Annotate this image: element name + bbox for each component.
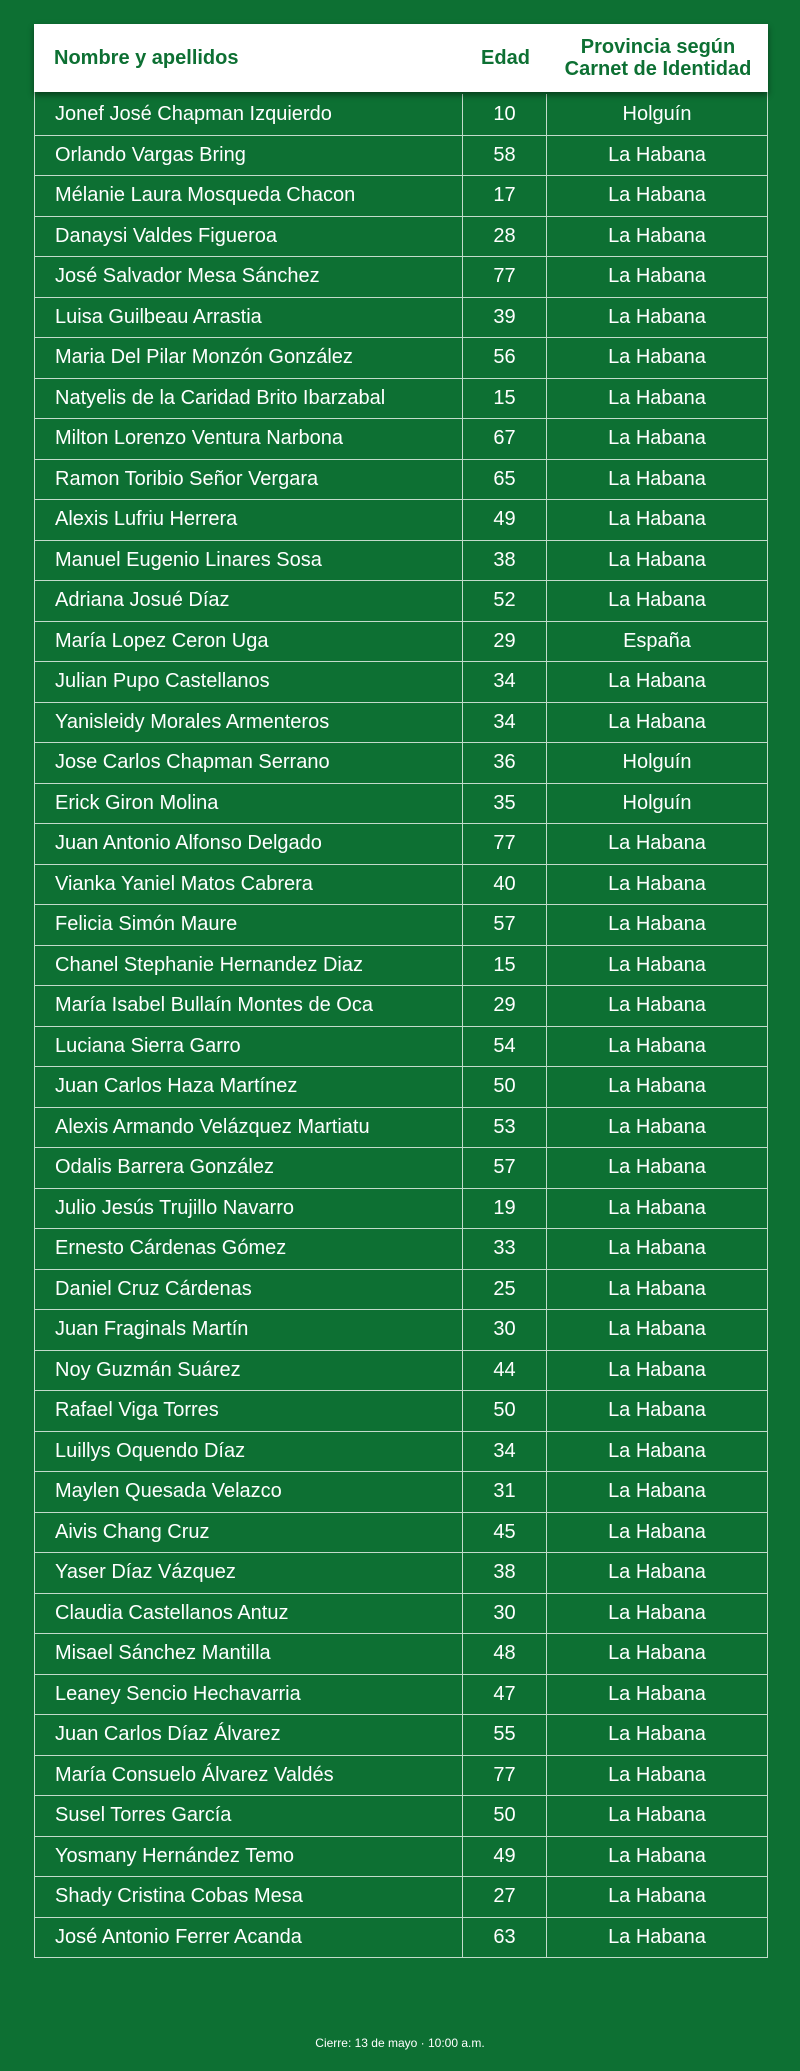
age-cell: 49 — [463, 500, 547, 540]
victims-table — [34, 24, 768, 1958]
age-cell: 57 — [463, 1148, 547, 1188]
name-cell: Ramon Toribio Señor Vergara — [35, 460, 463, 500]
age-cell: 29 — [463, 986, 547, 1026]
table-row — [35, 742, 767, 783]
age-cell: 35 — [463, 784, 547, 824]
province-cell: La Habana — [608, 224, 706, 247]
name-cell: Maylen Quesada Velazco — [35, 1472, 463, 1512]
table-row — [35, 1552, 767, 1593]
table-row — [35, 175, 767, 216]
province-cell: La Habana — [608, 1318, 706, 1341]
table-row — [35, 1633, 767, 1674]
table-row — [35, 1066, 767, 1107]
name-cell: Yosmany Hernández Temo — [35, 1837, 463, 1877]
table-body — [34, 92, 768, 1958]
age-cell: 49 — [463, 1837, 547, 1877]
name-cell: Juan Antonio Alfonso Delgado — [35, 824, 463, 864]
age-cell: 40 — [463, 865, 547, 905]
table-row — [35, 945, 767, 986]
age-cell: 50 — [463, 1391, 547, 1431]
name-cell: Shady Cristina Cobas Mesa — [35, 1877, 463, 1917]
table-row — [35, 1795, 767, 1836]
age-cell: 27 — [463, 1877, 547, 1917]
name-cell: Juan Carlos Haza Martínez — [35, 1067, 463, 1107]
age-cell: 67 — [463, 419, 547, 459]
header-age-label: Edad — [481, 46, 530, 69]
province-cell: La Habana — [608, 467, 706, 490]
age-cell: 34 — [463, 703, 547, 743]
table-row — [35, 1593, 767, 1634]
province-cell: La Habana — [608, 710, 706, 733]
table-row — [35, 459, 767, 500]
province-cell: La Habana — [608, 1844, 706, 1867]
province-cell: La Habana — [608, 346, 706, 369]
table-row — [35, 1674, 767, 1715]
age-cell: 19 — [463, 1189, 547, 1229]
age-cell: 39 — [463, 298, 547, 338]
table-row — [35, 702, 767, 743]
province-cell: La Habana — [608, 994, 706, 1017]
name-cell: Odalis Barrera González — [35, 1148, 463, 1188]
province-cell: La Habana — [608, 1358, 706, 1381]
name-cell: Yaser Díaz Vázquez — [35, 1553, 463, 1593]
age-cell: 50 — [463, 1796, 547, 1836]
province-cell: La Habana — [608, 1763, 706, 1786]
table-row — [35, 135, 767, 176]
province-cell: La Habana — [608, 1075, 706, 1098]
province-cell: La Habana — [608, 1237, 706, 1260]
table-row — [35, 823, 767, 864]
name-cell: Manuel Eugenio Linares Sosa — [35, 541, 463, 581]
table-row — [35, 297, 767, 338]
name-cell: Daniel Cruz Cárdenas — [35, 1270, 463, 1310]
age-cell: 57 — [463, 905, 547, 945]
age-cell: 58 — [463, 136, 547, 176]
age-cell: 47 — [463, 1675, 547, 1715]
table-row — [35, 985, 767, 1026]
header-province-label — [565, 36, 752, 80]
province-cell: La Habana — [608, 305, 706, 328]
name-cell: Luillys Oquendo Díaz — [35, 1432, 463, 1472]
province-cell: España — [623, 629, 691, 652]
name-cell: Alexis Lufriu Herrera — [35, 500, 463, 540]
header-province-line1: Provincia según — [580, 36, 736, 58]
header-name-label: Nombre y apellidos — [54, 46, 239, 69]
table-row — [35, 337, 767, 378]
name-cell: Ernesto Cárdenas Gómez — [35, 1229, 463, 1269]
name-cell: Juan Carlos Díaz Álvarez — [35, 1715, 463, 1755]
age-cell: 33 — [463, 1229, 547, 1269]
age-cell: 45 — [463, 1513, 547, 1553]
name-cell: María Isabel Bullaín Montes de Oca — [35, 986, 463, 1026]
province-cell: La Habana — [608, 1682, 706, 1705]
name-cell: Luisa Guilbeau Arrastia — [35, 298, 463, 338]
province-cell: La Habana — [608, 548, 706, 571]
province-cell: La Habana — [608, 184, 706, 207]
name-cell: Aivis Chang Cruz — [35, 1513, 463, 1553]
name-cell: Erick Giron Molina — [35, 784, 463, 824]
age-cell: 38 — [463, 1553, 547, 1593]
table-row — [35, 904, 767, 945]
table-row — [35, 1876, 767, 1917]
closing-note: Cierre: 13 de mayo · 10:00 a.m. — [315, 2036, 485, 2050]
age-cell: 15 — [463, 946, 547, 986]
province-cell: La Habana — [608, 1115, 706, 1138]
name-cell: Noy Guzmán Suárez — [35, 1351, 463, 1391]
header-province-cell — [548, 24, 768, 92]
province-cell: La Habana — [608, 1520, 706, 1543]
age-cell: 30 — [463, 1310, 547, 1350]
province-cell: La Habana — [608, 589, 706, 612]
name-cell: Leaney Sencio Hechavarria — [35, 1675, 463, 1715]
province-cell: La Habana — [608, 1156, 706, 1179]
table-row — [35, 1917, 767, 1958]
name-cell: Vianka Yaniel Matos Cabrera — [35, 865, 463, 905]
age-cell: 50 — [463, 1067, 547, 1107]
table-row — [35, 1269, 767, 1310]
name-cell: Misael Sánchez Mantilla — [35, 1634, 463, 1674]
age-cell: 52 — [463, 581, 547, 621]
age-cell: 10 — [463, 94, 547, 135]
age-cell: 28 — [463, 217, 547, 257]
table-row — [35, 1147, 767, 1188]
province-cell: La Habana — [608, 143, 706, 166]
table-row — [35, 864, 767, 905]
name-cell: María Lopez Ceron Uga — [35, 622, 463, 662]
table-row — [35, 1390, 767, 1431]
province-cell: La Habana — [608, 913, 706, 936]
age-cell: 17 — [463, 176, 547, 216]
table-row — [35, 1026, 767, 1067]
name-cell: Yanisleidy Morales Armenteros — [35, 703, 463, 743]
name-cell: Danaysi Valdes Figueroa — [35, 217, 463, 257]
table-row — [35, 499, 767, 540]
province-cell: La Habana — [608, 1480, 706, 1503]
age-cell: 77 — [463, 257, 547, 297]
name-cell: Julio Jesús Trujillo Navarro — [35, 1189, 463, 1229]
age-cell: 34 — [463, 1432, 547, 1472]
table-row — [35, 621, 767, 662]
age-cell: 34 — [463, 662, 547, 702]
age-cell: 53 — [463, 1108, 547, 1148]
age-cell: 31 — [463, 1472, 547, 1512]
age-cell: 36 — [463, 743, 547, 783]
name-cell: Felicia Simón Maure — [35, 905, 463, 945]
table-row — [35, 1107, 767, 1148]
province-cell: La Habana — [608, 1804, 706, 1827]
age-cell: 44 — [463, 1351, 547, 1391]
province-cell: La Habana — [608, 1439, 706, 1462]
table-row — [35, 216, 767, 257]
province-cell: La Habana — [608, 832, 706, 855]
name-cell: José Antonio Ferrer Acanda — [35, 1918, 463, 1958]
table-row — [35, 256, 767, 297]
province-cell: Holguín — [622, 102, 692, 125]
age-cell: 63 — [463, 1918, 547, 1958]
province-cell: La Habana — [608, 265, 706, 288]
table-row — [35, 1471, 767, 1512]
table-row — [35, 580, 767, 621]
province-cell: La Habana — [608, 1723, 706, 1746]
table-row — [35, 783, 767, 824]
name-cell: Milton Lorenzo Ventura Narbona — [35, 419, 463, 459]
province-cell: La Habana — [608, 1277, 706, 1300]
name-cell: Claudia Castellanos Antuz — [35, 1594, 463, 1634]
table-row — [35, 1431, 767, 1472]
header-age-cell — [463, 24, 548, 92]
province-cell: La Habana — [608, 386, 706, 409]
name-cell: Julian Pupo Castellanos — [35, 662, 463, 702]
name-cell: Luciana Sierra Garro — [35, 1027, 463, 1067]
age-cell: 77 — [463, 824, 547, 864]
age-cell: 25 — [463, 1270, 547, 1310]
table-row — [35, 1350, 767, 1391]
name-cell: Jose Carlos Chapman Serrano — [35, 743, 463, 783]
table-row — [35, 1228, 767, 1269]
header-province-line2: Carnet de Identidad — [564, 58, 752, 80]
table-row — [35, 661, 767, 702]
province-cell: La Habana — [608, 1561, 706, 1584]
table-header — [34, 24, 768, 92]
name-cell: Jonef José Chapman Izquierdo — [35, 94, 463, 135]
province-cell: La Habana — [608, 427, 706, 450]
province-cell: La Habana — [608, 1601, 706, 1624]
name-cell: Chanel Stephanie Hernandez Diaz — [35, 946, 463, 986]
province-cell: La Habana — [608, 1642, 706, 1665]
name-cell: Rafael Viga Torres — [35, 1391, 463, 1431]
province-cell: La Habana — [608, 1196, 706, 1219]
table-row — [35, 540, 767, 581]
province-cell: La Habana — [608, 508, 706, 531]
province-cell: La Habana — [608, 1399, 706, 1422]
age-cell: 77 — [463, 1756, 547, 1796]
age-cell: 38 — [463, 541, 547, 581]
name-cell: Orlando Vargas Bring — [35, 136, 463, 176]
age-cell: 56 — [463, 338, 547, 378]
age-cell: 30 — [463, 1594, 547, 1634]
province-cell: La Habana — [608, 670, 706, 693]
province-cell: Holguín — [622, 751, 692, 774]
table-row — [35, 1755, 767, 1796]
table-row — [35, 418, 767, 459]
table-row — [35, 378, 767, 419]
name-cell: María Consuelo Álvarez Valdés — [35, 1756, 463, 1796]
name-cell: Susel Torres García — [35, 1796, 463, 1836]
province-cell: La Habana — [608, 1034, 706, 1057]
province-cell: La Habana — [608, 1925, 706, 1948]
age-cell: 48 — [463, 1634, 547, 1674]
name-cell: Natyelis de la Caridad Brito Ibarzabal — [35, 379, 463, 419]
header-name-cell — [34, 24, 463, 92]
name-cell: Maria Del Pilar Monzón González — [35, 338, 463, 378]
table-row — [35, 1309, 767, 1350]
name-cell: Adriana Josué Díaz — [35, 581, 463, 621]
province-cell: Holguín — [622, 791, 692, 814]
age-cell: 55 — [463, 1715, 547, 1755]
age-cell: 29 — [463, 622, 547, 662]
province-cell: La Habana — [608, 872, 706, 895]
name-cell: José Salvador Mesa Sánchez — [35, 257, 463, 297]
table-row — [35, 92, 767, 135]
age-cell: 15 — [463, 379, 547, 419]
province-cell: La Habana — [608, 1885, 706, 1908]
name-cell: Mélanie Laura Mosqueda Chacon — [35, 176, 463, 216]
age-cell: 65 — [463, 460, 547, 500]
name-cell: Juan Fraginals Martín — [35, 1310, 463, 1350]
table-row — [35, 1512, 767, 1553]
age-cell: 54 — [463, 1027, 547, 1067]
table-row — [35, 1714, 767, 1755]
name-cell: Alexis Armando Velázquez Martiatu — [35, 1108, 463, 1148]
province-cell: La Habana — [608, 953, 706, 976]
table-row — [35, 1188, 767, 1229]
table-row — [35, 1836, 767, 1877]
